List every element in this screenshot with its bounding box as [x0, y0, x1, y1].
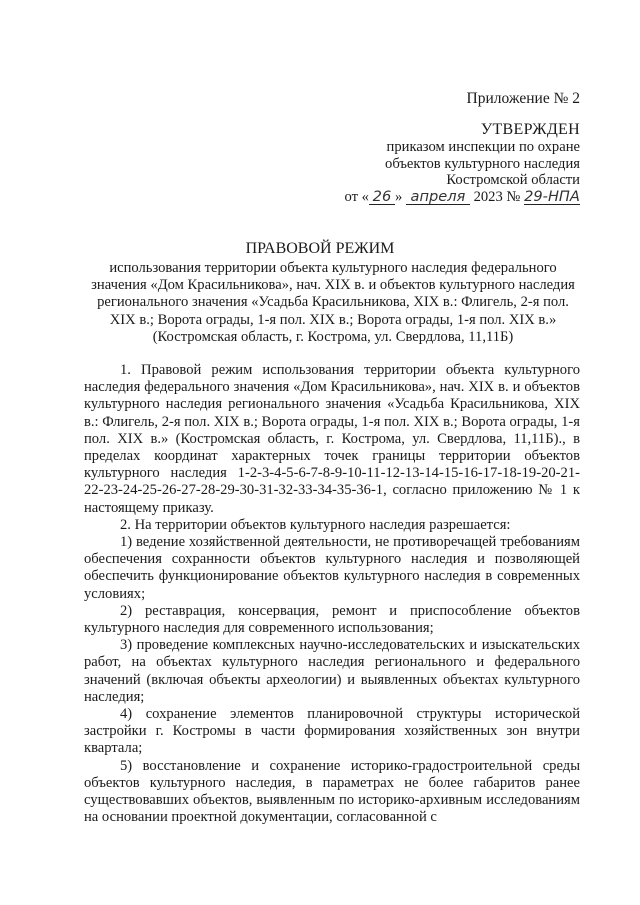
document-title: ПРАВОВОЙ РЕЖИМ: [245, 240, 395, 257]
list-item: 2) реставрация, консервация, ремонт и приспособление объектов культурного наследия для современного использования;: [84, 602, 580, 637]
paragraph-1: 1. Правовой режим использования территории объекта культурного наследия федерального значения «Дом Красильникова», нач. XIX в. и объектов культурного наследия регионального значения «Усадьба Красильникова, XIX в.: Флигель, 2-я пол. XIX в.; Ворота ограды, 1-я пол. XIX в.; Ворота ограды, 1-я пол. XIX в.» (Костромская область, г. Кострома, ул. Свердлова, 11,11Б)., в пределах координат характерных точек границы территории объектов культурного наследия 1-2-3-4-5-6-7-8-9-10-11-12-13-14-15-16-17-18-19-20-21-22-23-24-25-26-27-28-29-30-31-32-33-34-35-36-1, согласно приложению № 1 к настоящему приказу.: [84, 362, 580, 516]
date-mid: »: [394, 188, 403, 205]
approved-heading: УТВЕРЖДЕН: [480, 121, 580, 138]
order-date-line: [345, 189, 580, 206]
paragraph-2: 2. На территории объектов культурного наследия разрешается:: [120, 516, 511, 533]
document-subtitle: использования территории объекта культурного наследия федерального значения «Дом Красильникова», нач. XIX в. и объектов культурного наследия регионального значения «Усадьба Красильникова, XIX в.: Флигель, 2-я пол. XIX в.; Ворота ограды, 1-я пол. XIX в.; Ворота ограды, 1-я пол. XIX в.» (Костромская область, г. Кострома, ул. Свердлова, 11,11Б): [91, 260, 575, 345]
date-prefix: от «: [344, 188, 369, 205]
approval-order-block: [345, 139, 580, 205]
order-line-1: приказом инспекции по охране: [386, 139, 580, 155]
document-body: [84, 362, 580, 826]
list-item: 3) проведение комплексных научно-исследовательских и изыскательских работ, на объектах культурного наследия регионального и федерального значений (включая объекты археологии) и выявленных объектах культурного наследия;: [84, 637, 580, 705]
list-item: 1) ведение хозяйственной деятельности, не противоречащей требованиям обеспечения сохранности объектов культурного наследия и позволяющей обеспечить функционирование объектов культурного наследия в современных условиях;: [84, 534, 580, 602]
list-item: 5) восстановление и сохранение историко-градостроительной среды объектов культурного наследия, в параметрах не более габаритов ранее существовавших объектов, выявленным по историко-архивным исследованиям на основании проектной документации, согласованной с: [84, 757, 580, 826]
order-line-2: объектов культурного наследия: [385, 155, 580, 172]
date-day: 26: [369, 190, 395, 205]
date-month: апреля: [406, 190, 470, 205]
order-number: 29-НПА: [524, 187, 580, 205]
list-item: 4) сохранение элементов планировочной структуры исторической застройки г. Костромы в части формирования хозяйственных зон внутри квартала;: [84, 706, 580, 757]
date-year: 2023 №: [473, 188, 521, 205]
appendix-label: Приложение № 2: [466, 90, 580, 107]
order-line-3: Костромской области: [446, 172, 580, 188]
